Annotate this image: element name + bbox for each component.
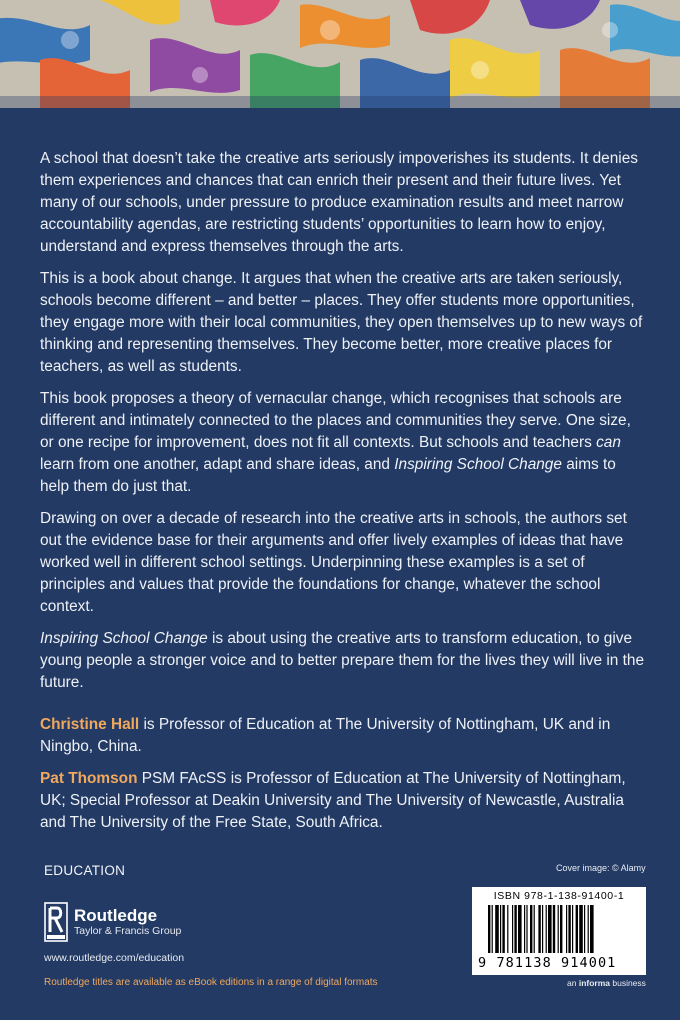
subject-category: EDUCATION [44,863,126,878]
author-bio-2: Pat Thomson PSM FAcSS is Professor of Education at The University of Nottingham, UK; Special Professor at Deakin University and The University of Newcastle, Australia and The University of the Free State, South Africa. [40,770,626,831]
blurb-paragraph-2: This is a book about change. It argues that when the creative arts are taken seriously, schools become different – and better – places. They offer students more opportunities, they engage more with their local communities, they open themselves up to new ways of thinking and representing themselves. They become better, more creative places for teachers, as well as students. [40,270,643,375]
barcode-bar [588,905,589,953]
blurb-paragraph-3: This book proposes a theory of vernacular change, which recognises that schools are different and intimately connected to the places and communities they serve. One size, or one recipe for improvement, does not fit all contexts. But schools and teachers can learn from one another, adapt and share ideas, and Inspiring School Change aims to help them do just that. [40,390,631,495]
barcode-bar [579,905,583,953]
author-bio-1: Christine Hall is Professor of Education at The University of Nottingham, UK and in Ningbo, China. [40,716,611,755]
barcode-bar [502,905,504,953]
barcode-bar [500,905,501,953]
publisher-logo [44,902,181,942]
barcode-bar [488,905,490,953]
publisher-name: Routledge [74,906,158,925]
barcode-bar [584,905,585,953]
barcode-bar [576,905,578,953]
barcode-bar [534,905,535,953]
ebook-note: Routledge titles are available as eBook editions in a range of digital formats [44,977,378,988]
isbn-digits: 9 781138 914001 [478,955,617,971]
blurb-paragraph-4: Drawing on over a decade of research into the creative arts in schools, the authors set out the evidence base for their arguments and offer lively examples of ideas that have worked well in different school settings. Underpinning these examples is a set of principles and values that provide the foundations for change, whatever the school context. [40,510,627,615]
publisher-url: www.routledge.com/education [44,952,185,964]
barcode-bar [507,905,508,953]
barcode-bar [542,905,543,953]
barcode-bar [560,905,562,953]
barcode-bar [524,905,525,953]
back-cover-blurb [40,148,644,704]
author-name: Christine Hall [40,716,140,733]
barcode-bar [492,905,493,953]
informa-business-tagline: an informa business [567,978,646,988]
barcode-bar [553,905,555,953]
blurb-paragraph-1: A school that doesn’t take the creative arts seriously impoverishes its students. It denies them experiences and chances that can enrich their present and their future lives. Yet many of our schools, under pressure to produce examination results and meet narrow accountability agendas, are restricting students’ opportunities to learn how to enjoy, understand and express themselves through the arts. [40,150,638,255]
barcode-bar [568,905,570,953]
barcode-bar [514,905,516,953]
handprints-illustration [0,0,680,108]
barcode-bar [538,905,540,953]
barcode-bar [526,905,527,953]
barcode-bar [558,905,559,953]
blurb-paragraph-5: Inspiring School Change is about using the creative arts to transform education, to give young people a stronger voice and to better prepare them for the lives they will live in the future. [40,630,644,691]
barcode-bar [590,905,594,953]
barcode-bar [518,905,522,953]
barcode-bar [546,905,547,953]
barcode-bar [572,905,573,953]
barcode-bar [495,905,499,953]
handprint-banner-image [0,0,680,108]
cover-image-credit: Cover image: © Alamy [556,863,646,873]
routledge-mark-icon [44,902,68,942]
barcode-bar [566,905,567,953]
barcode-bar [512,905,513,953]
barcode-bars [488,905,630,955]
isbn-barcode [472,887,646,975]
barcode-bar [530,905,532,953]
author-bios [40,714,644,844]
author-name: Pat Thomson [40,770,138,787]
publisher-group: Taylor & Francis Group [74,925,182,937]
isbn-label: ISBN 978-1-138-91400-1 [493,890,625,902]
barcode-bar [548,905,552,953]
